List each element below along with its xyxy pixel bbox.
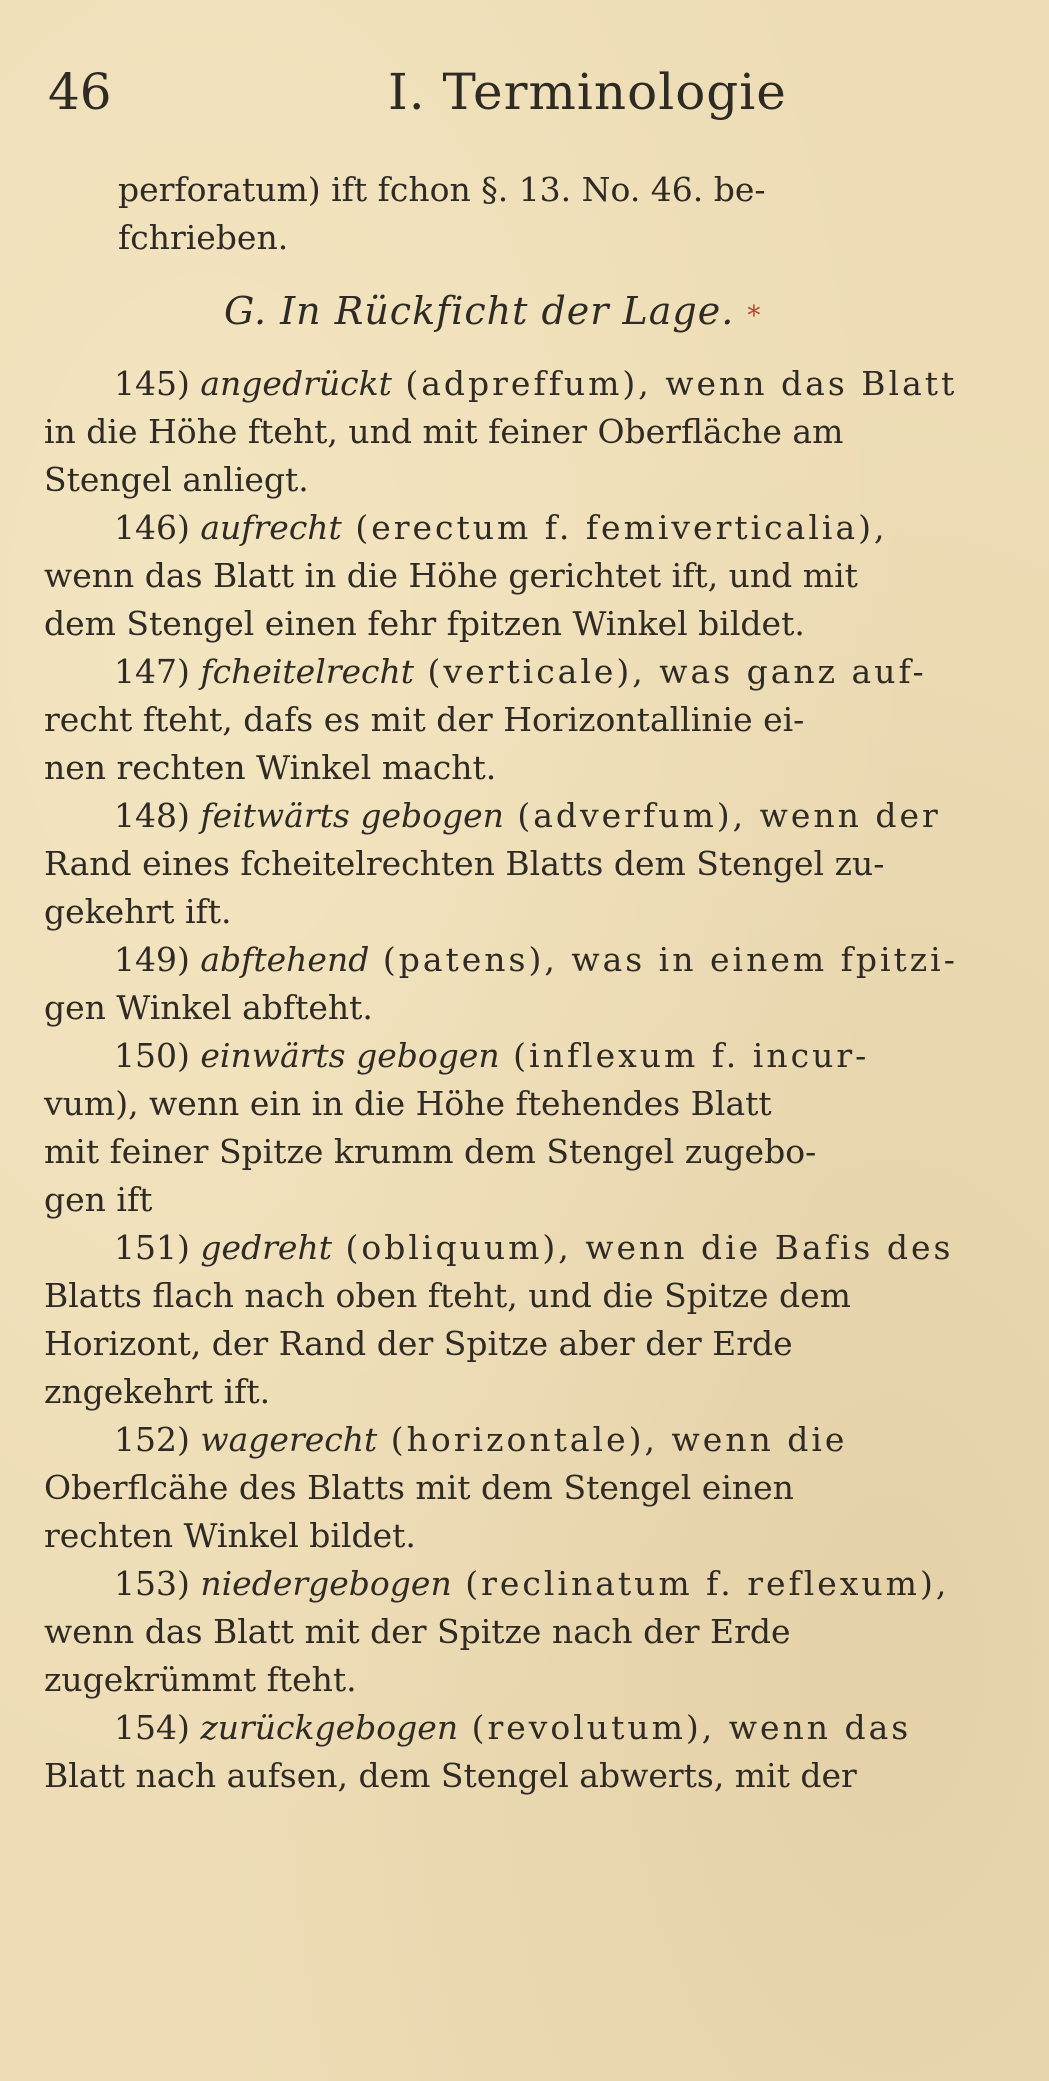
entry-line-148 — [44, 792, 1019, 840]
text-line: gen Winkel abfteht. — [44, 988, 373, 1027]
asterisk-mark: * — [747, 301, 762, 331]
entry-term: wagerecht — [200, 1420, 378, 1459]
entry-definition: (erectum f. femiverticalia), — [341, 508, 888, 547]
entry-line-150 — [44, 1032, 1019, 1080]
text-line: zugekrümmt fteht. — [44, 1660, 357, 1699]
entry-term: fcheitelrecht — [200, 652, 415, 691]
entry-line-147 — [44, 648, 1019, 696]
entry-line-149 — [44, 936, 1019, 984]
text-line: nen rechten Winkel macht. — [44, 748, 497, 787]
text-line: Blatts flach nach oben fteht, und die Spitze dem — [44, 1276, 851, 1315]
entry-number: 147) — [114, 652, 190, 691]
text-line: recht fteht, dafs es mit der Horizontallinie ei- — [44, 700, 805, 739]
text-line: rechten Winkel bildet. — [44, 1516, 416, 1555]
entry-term: feitwärts gebogen — [200, 796, 504, 835]
page-header — [48, 62, 988, 132]
entry-number: 154) — [114, 1708, 190, 1747]
entry-definition: (adverfum), wenn der — [503, 796, 941, 835]
text-line: Stengel anliegt. — [44, 460, 309, 499]
entry-definition: (inflexum f. incur- — [499, 1036, 870, 1075]
entry-definition: (patens), was in einem fpitzi- — [369, 940, 958, 979]
entry-number: 145) — [114, 364, 190, 403]
entry-number: 153) — [114, 1564, 190, 1603]
text-line: in die Höhe fteht, und mit feiner Oberfläche am — [44, 412, 844, 451]
text-line: wenn das Blatt in die Höhe gerichtet ift, und mit — [44, 556, 858, 595]
text-line: mit feiner Spitze krumm dem Stengel zugebo- — [44, 1132, 817, 1171]
entry-term: zurückgebogen — [200, 1708, 459, 1747]
entry-line-153 — [44, 1560, 1019, 1608]
entry-term: niedergebogen — [200, 1564, 452, 1603]
entry-term: einwärts gebogen — [200, 1036, 500, 1075]
entry-definition: (horizontale), wenn die — [377, 1420, 848, 1459]
entry-number: 152) — [114, 1420, 190, 1459]
entry-term: angedrückt — [200, 364, 392, 403]
entry-line-154 — [44, 1704, 1019, 1752]
text-line: fchrieben. — [118, 218, 289, 257]
text-line: zngekehrt ift. — [44, 1372, 271, 1411]
entry-definition: (reclinatum f. reflexum), — [451, 1564, 950, 1603]
entry-number: 148) — [114, 796, 190, 835]
entry-number: 146) — [114, 508, 190, 547]
body-text — [44, 166, 1019, 1800]
entry-definition: (revolutum), wenn das — [458, 1708, 912, 1747]
entry-number: 149) — [114, 940, 190, 979]
entry-number: 150) — [114, 1036, 190, 1075]
page-number: 46 — [48, 63, 112, 121]
text-line: gen ift — [44, 1180, 153, 1219]
entry-line-145 — [44, 360, 1019, 408]
text-line: Oberflcähe des Blatts mit dem Stengel einen — [44, 1468, 794, 1507]
text-line: vum), wenn ein in die Höhe ftehendes Blatt — [44, 1084, 772, 1123]
entry-definition: (adpreffum), wenn das Blatt — [391, 364, 958, 403]
entry-definition: (obliquum), wenn die Bafis des — [331, 1228, 954, 1267]
text-line: wenn das Blatt mit der Spitze nach der Erde — [44, 1612, 791, 1651]
entry-number: 151) — [114, 1228, 190, 1267]
entry-term: gedreht — [200, 1228, 332, 1267]
entry-term: aufrecht — [200, 508, 342, 547]
entry-term: abftehend — [200, 940, 370, 979]
entry-line-152 — [44, 1416, 1019, 1464]
text-line: gekehrt ift. — [44, 892, 232, 931]
entry-definition: (verticale), was ganz auf- — [414, 652, 927, 691]
text-line: perforatum) ift fchon §. 13. No. 46. be- — [118, 170, 766, 209]
entry-line-146 — [44, 504, 1019, 552]
entry-line-151 — [44, 1224, 1019, 1272]
text-line: Horizont, der Rand der Spitze aber der Erde — [44, 1324, 793, 1363]
section-heading-text: G. In Rückficht der Lage. — [224, 289, 735, 333]
running-title: I. Terminologie — [388, 63, 787, 121]
text-line: dem Stengel einen fehr fpitzen Winkel bildet. — [44, 604, 805, 643]
text-line: Rand eines fcheitelrechten Blatts dem Stengel zu- — [44, 844, 885, 883]
text-line: Blatt nach aufsen, dem Stengel abwerts, mit der — [44, 1756, 857, 1795]
section-heading — [44, 262, 1019, 360]
